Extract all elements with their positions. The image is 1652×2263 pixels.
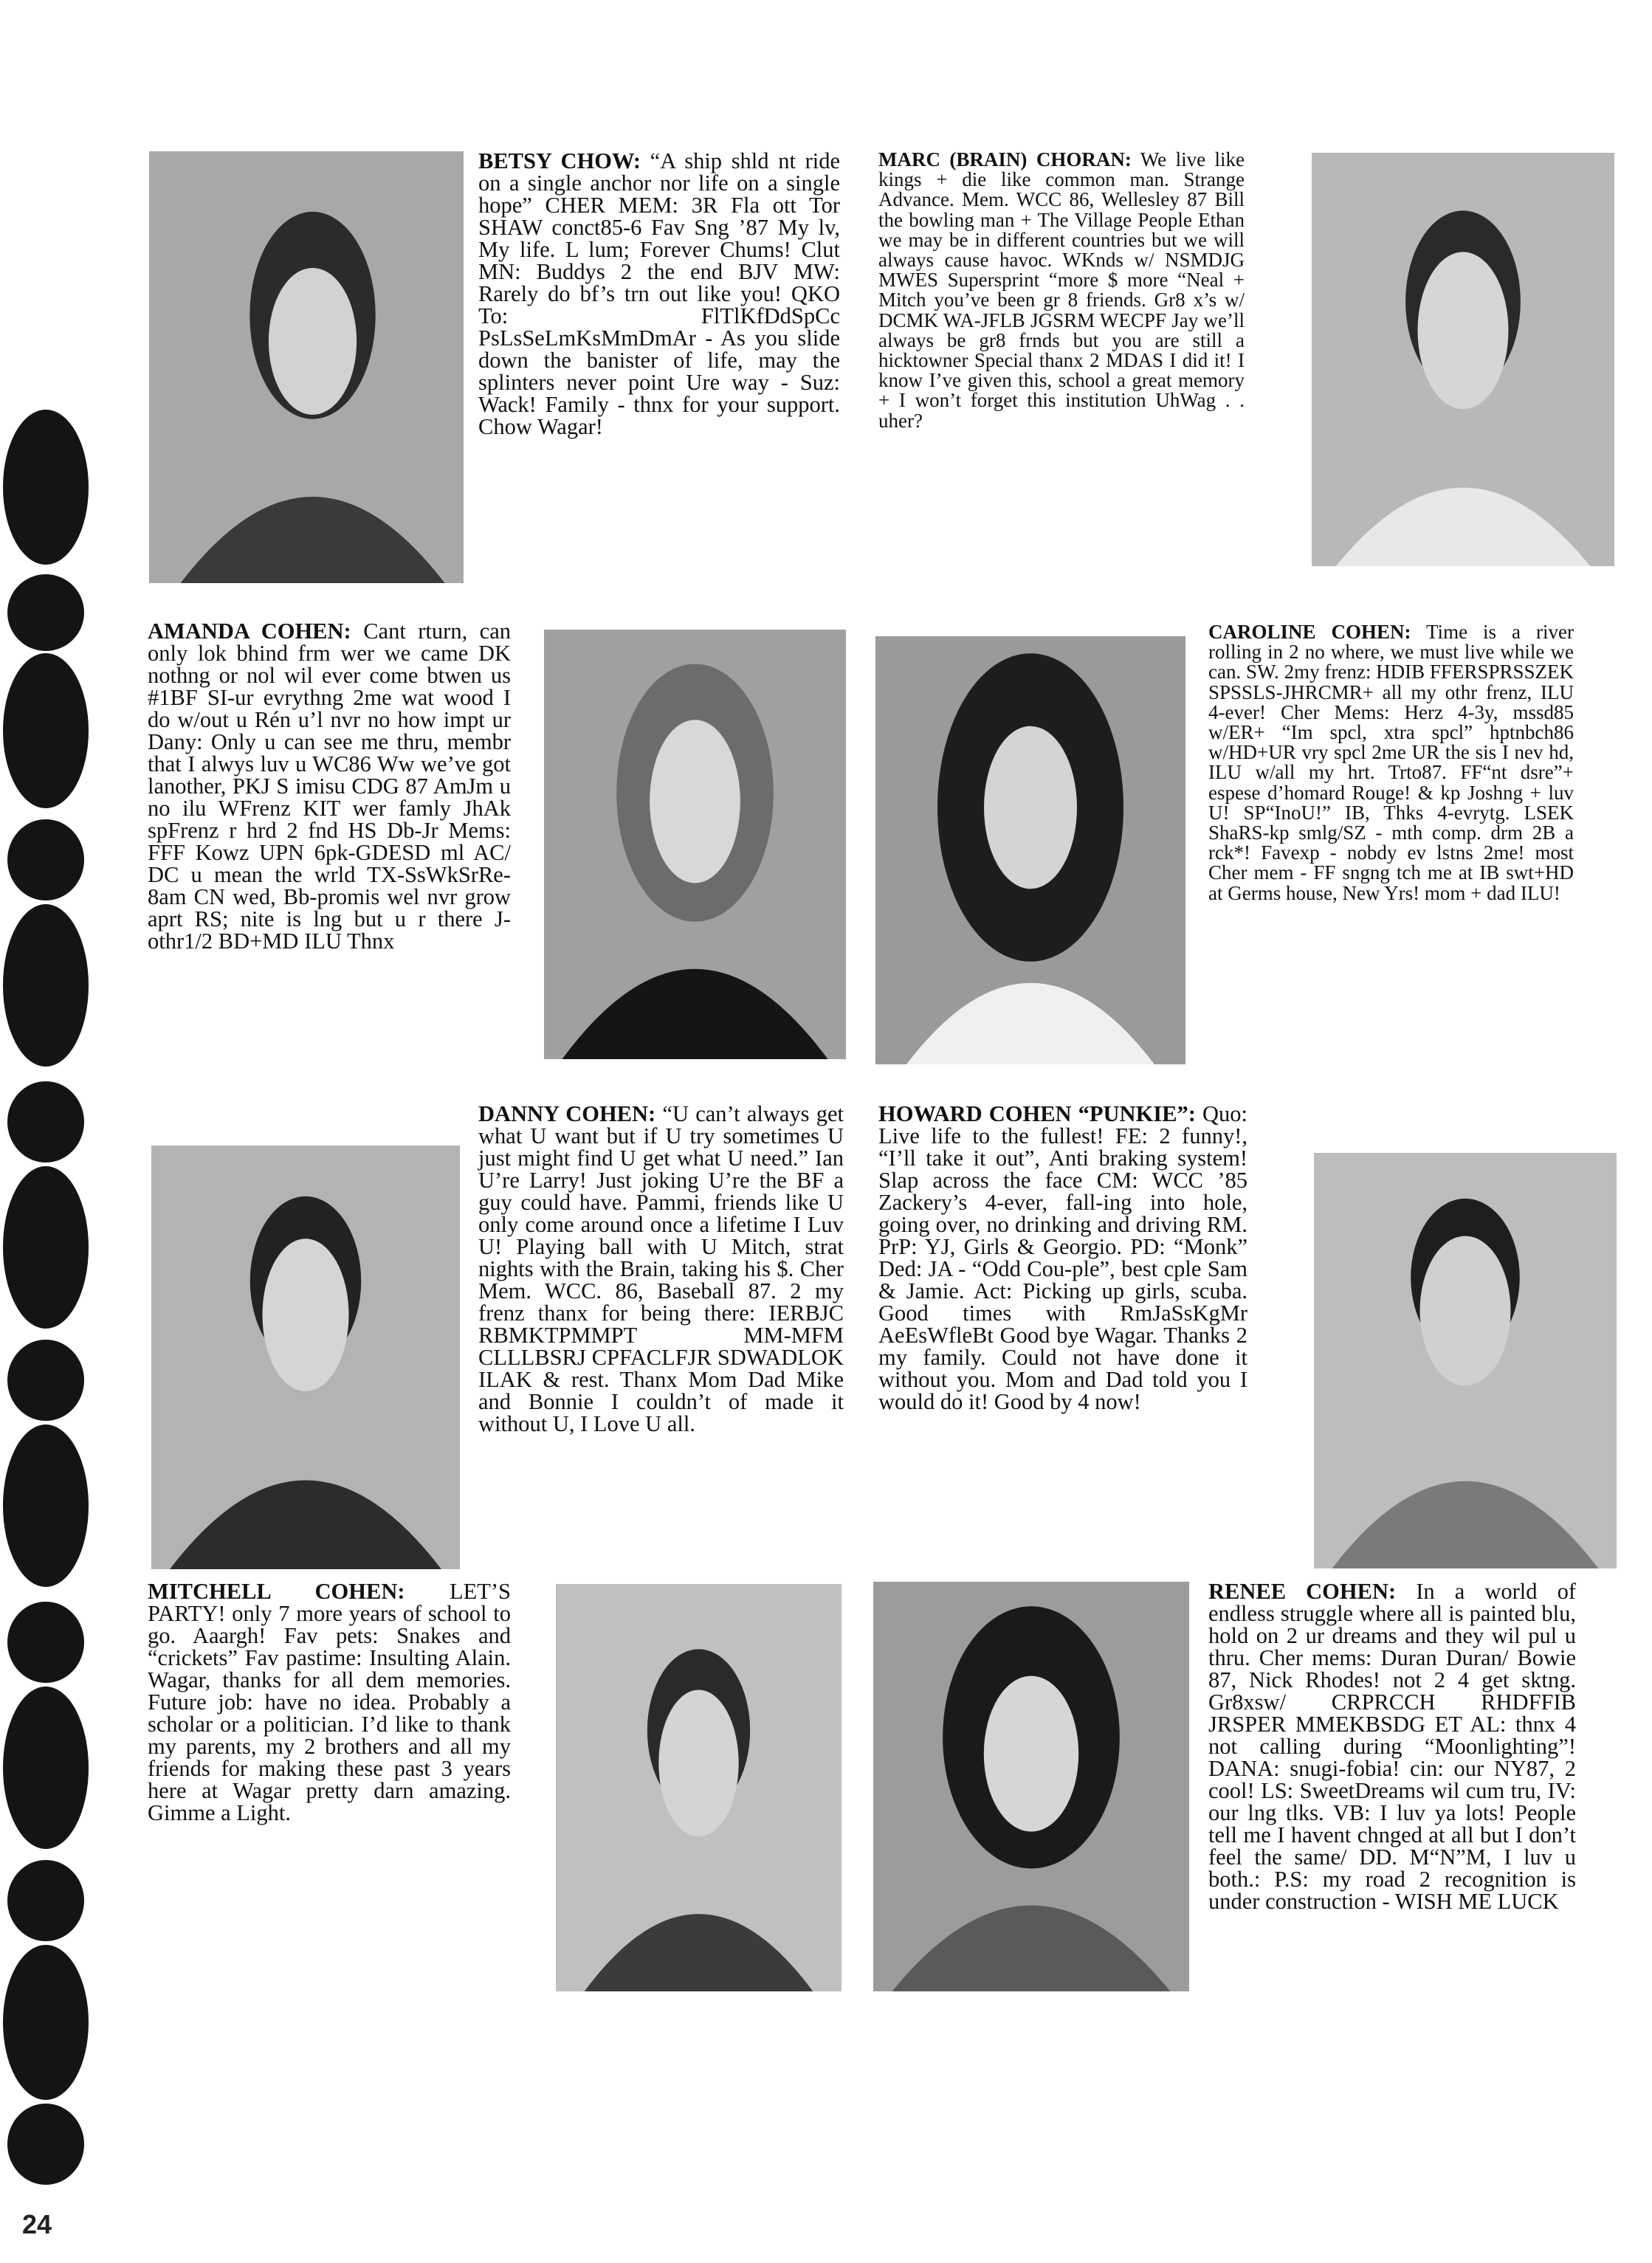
student-name: MARC (BRAIN) CHORAN: [878,148,1132,170]
page-number: 24 [22,2209,52,2239]
footprint-heel [7,2104,84,2185]
entry-amanda-cohen [148,620,511,952]
photo-mitchell-cohen [556,1584,842,1991]
footprint-heel [7,1602,84,1683]
photo-amanda-cohen [544,630,846,1059]
student-name: CAROLINE COHEN: [1208,621,1411,643]
entry-mitchell-cohen [148,1580,511,1824]
student-quote: Quo: Live life to the fullest! FE: 2 funny!, “I’ll take it out”, Anti braking system! Slap across the face CM: WCC ’85 Zackery’s 4-ever, fall-ing into hole, going over, no drinking and driving RM. PrP: YJ, Girls & Georgio. PD: “Monk” Ded: JA - “Odd Cou-ple”, best cple Sam & Jamie. Act: Picking up girls, scuba. Good times with RmJaSsKgMr AeEsWfleBt Good bye Wagar. Thanks 2 my family. Could not have done it without you. Mom and Dad told you I would do it! Good by 4 now! [878,1101,1247,1414]
footprints-border [0,0,103,2263]
student-name: MITCHELL COHEN: [148,1579,405,1604]
student-quote: Time is a river rolling in 2 no where, we must live while we can. SW. 2my frenz: HDIB FFERSPRSSZEK SPSSLS-JHRCMR+ all my othr frenz, ILU 4-ever! Cher Mems: Herz 4-3y, mssd85 w/ER+ “Im spcl, xtra spcl” hptnbch86 w/HD+UR vry spcl 2me UR the sis I nev hd, ILU w/all my hrt. Trto87. FF“nt dsre”+ espese d’homard Rouge! & kp Joshng + luv U! SP“InoU!” IB, Thks 4-evrytg. LSEK ShaRS-kp smlg/SZ - mth comp. drm 2B a rck*! Favexp - nobdy ev lstns 2me! most Cher mem - FF sngng tch me at IB swt+HD at Germs house, New Yrs! mom + dad ILU! [1208,621,1574,904]
student-quote: In a world of endless struggle where all is painted blu, hold on 2 ur dreams and they wil pul u thru. Cher mems: Duran Duran/ Bowie 87, Nick Rhodes! not 2 4 get sktng. Gr8xsw/ CRPRCCH RHDFFIB JRSPER MMEKBSDG ET AL: thnx 4 not calling during “Moonlighting”! DANA: snugi-fobia! cin: our NY87, 2 cool! LS: SweetDreams wil cum tru, IV: our lng tlks. VB: I luv ya lots! People tell me I havent chnged at all but I don’t feel the same/ DD. M“N”M, I luv u both.: P.S: my road 2 recognition is under construction - WISH ME LUCK [1208,1579,1576,1914]
photo-renee-cohen [873,1582,1189,1991]
footprint-sole [3,410,89,565]
photo-howard-cohen [1314,1153,1617,1568]
student-quote: “A ship shld nt ride on a single anchor nor life on a single hope” CHER MEM: 3R Fla ott Tor SHAW conct85-6 Fav Sng ’87 My lv, My life. L lum; Forever Chums! Clut MN: Buddys 2 the end BJV MW: Rarely do bf’s trn out like you! QKO To: FlTlKfDdSpCc PsLsSeLmKsMmDmAr - As you slide down the banister of life, may the splinters never point Ure way - Suz: Wack! Family - thnx for your support. Chow Wagar! [478,148,840,439]
footprint-sole [3,1166,89,1329]
footprint-heel [7,1860,84,1941]
footprint-sole [3,904,89,1067]
entry-danny-cohen [478,1103,844,1435]
footprint-heel [7,1081,84,1162]
student-quote: We live like kings + die like common man. Strange Advance. Mem. WCC 86, Wellesley 87 Bill the bowling man + The Village People Ethan we may be in different countries but we will always cause havoc. WKnds w/ NSMDJG MWES Supersprint “more $ more “Neal + Mitch you’ve been gr 8 friends. Gr8 x’s w/ DCMK WA-JFLB JGSRM WECPF Jay we’ll always be gr8 frnds but you are still a hicktowner Special thanx 2 MDAS I did it! I know I’ve given this, school a great memory + I won’t forget this institution UhWag . . uher? [878,148,1245,432]
photo-betsy-chow [149,151,464,583]
student-quote: “U can’t always get what U want but if U try sometimes U just might find U get what U need.” Ian U’re Larry! Just joking U’re the BF a guy could have. Pammi, friends like U only come around once a lifetime I Luv U! Playing ball with U Mitch, strat nights with the Brain, taking his $. Cher Mem. WCC. 86, Baseball 87. 2 my frenz thanx for being there: IERBJC RBMKTPMMPT MM-MFM CLLLBSRJ CPFACLFJR SDWADLOK ILAK & rest. Thanx Mom Dad Mike and Bonnie I couldn’t of made it without U, I Love U all. [478,1101,844,1436]
student-quote: Cant rturn, can only lok bhind frm wer we came DK nothng or nol wil ever come btwen us #1BF SI-ur evrythng 2me wat wood I do w/out u Rén u’l nvr no how impt ur Dany: Only u can see me thru, membr that I alwys luv u WC86 Ww we’ve got lanother, PKJ S imisu CDG 87 AmJm u no ilu WFrenz KIT wer famly JhAk spFrenz r hrd 2 fnd HS Db-Jr Mems: FFF Kowz UPN 6pk-GDESD ml AC/ DC u mean the wrld TX-SsWkSrRe-8am CN wed, Bb-promis wel nvr grow aprt RS; nite is lng but u r there J-othr1/2 BD+MD ILU Thnx [148,619,511,954]
entry-caroline-cohen [1208,622,1574,903]
photo-caroline-cohen [875,636,1185,1064]
entry-betsy-chow [478,150,840,438]
footprint-sole [3,653,89,808]
student-name: RENEE COHEN: [1208,1579,1397,1604]
entry-howard-cohen [878,1103,1247,1413]
student-name: BETSY CHOW: [478,148,641,173]
footprint-heel [7,819,84,900]
photo-marc-choran [1312,153,1614,566]
footprint-sole [3,1425,89,1587]
entry-renee-cohen [1208,1580,1576,1912]
photo-danny-cohen [151,1146,460,1569]
entry-marc-choran [878,150,1245,431]
student-name: HOWARD COHEN “PUNKIE”: [878,1101,1196,1126]
footprint-heel [7,1340,84,1421]
footprint-sole [3,1945,89,2100]
footprint-heel [7,574,84,651]
footprint-sole [3,1687,89,1849]
student-quote: LET’S PARTY! only 7 more years of school to go. Aaargh! Fav pets: Snakes and “crickets” Fav pastime: Insulting Alain. Wagar, thanks for all dem memories. Future job: have no idea. Probably a scholar or a politician. I’d like to thank my parents, my 2 brothers and all my friends for making these past 3 years here at Wagar pretty darn amazing. Gimme a Light. [148,1579,511,1825]
student-name: AMANDA COHEN: [148,619,351,644]
student-name: DANNY COHEN: [478,1101,656,1126]
